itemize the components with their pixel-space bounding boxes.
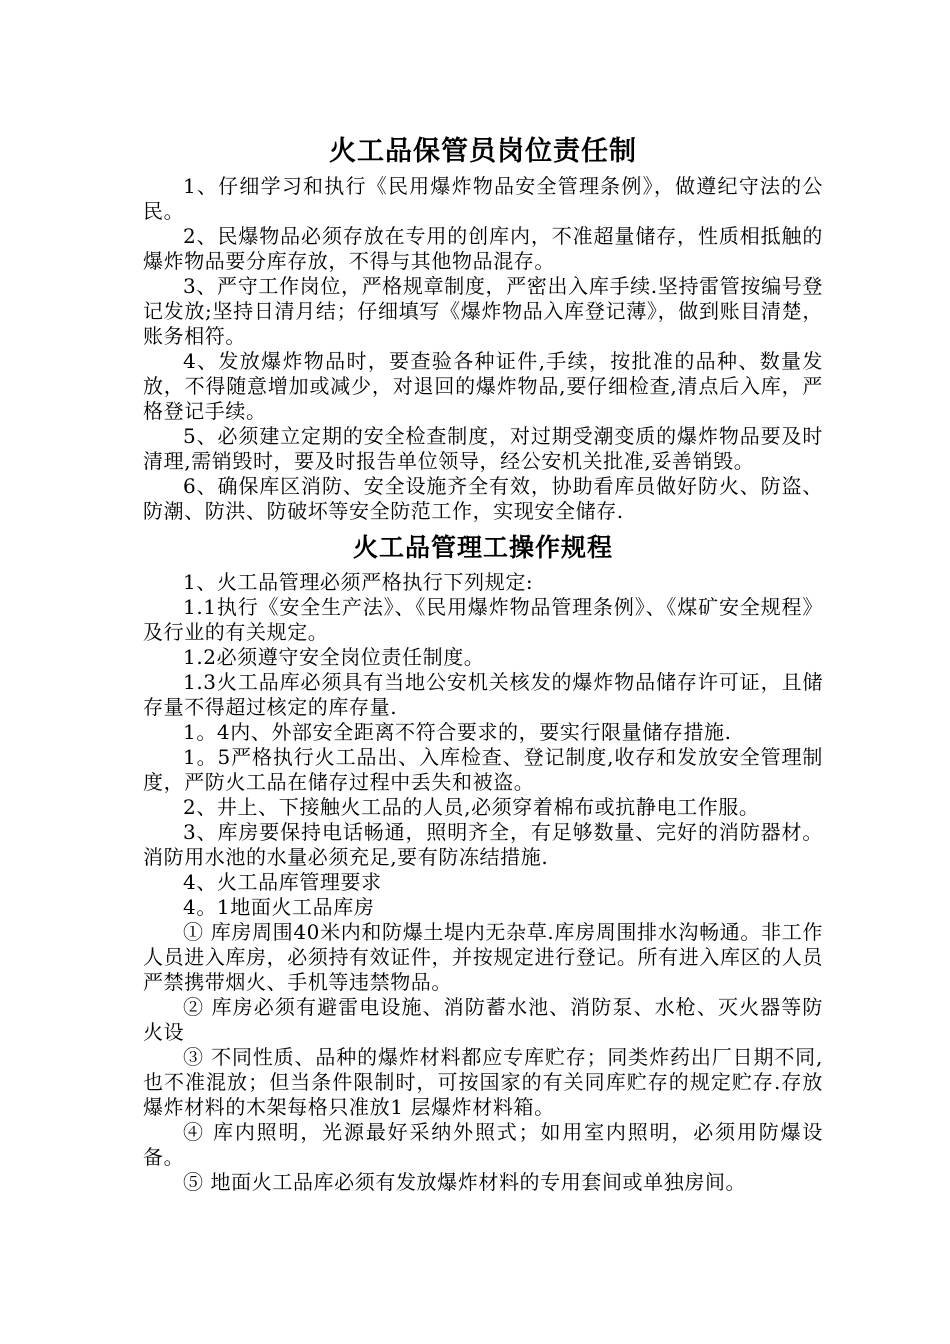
rule-item: ① 库房周围40米内和防爆土堤内无杂草.库房周围排水沟畅通。非工作人员进入库房，必须持有效证件，并按规定进行登记。所有进入库区的人员严禁携带烟火、手机等违禁物品。 — [143, 920, 823, 994]
rule-item: ③ 不同性质、品种的爆炸材料都应专库贮存；同类炸药出厂日期不同,也不准混放；但当条件限制时，可按国家的有关同库贮存的规定贮存.存放爆炸材料的木架每格只准放1 层爆炸材料箱。 — [143, 1045, 823, 1119]
duty-item-6: 6、确保库区消防、安全设施齐全有效，协助看库员做好防火、防盗、防潮、防洪、防破坏等安全防范工作，实现安全储存. — [143, 474, 823, 523]
duty-item-3: 3、严守工作岗位，严格规章制度，严密出入库手续.坚持雷管按编号登记发放;坚持日清月结；仔细填写《爆炸物品入库登记薄》，做到账目清楚，账务相符。 — [143, 274, 823, 348]
document-page — [143, 130, 823, 1195]
rule-item: 1.2必须遵守安全岗位责任制度。 — [183, 645, 485, 669]
rule-item: ⑤ 地面火工品库必须有发放爆炸材料的专用套间或单独房间。 — [183, 1170, 747, 1194]
document-title: 火工品保管员岗位责任制 — [329, 136, 637, 167]
rule-item: 4、火工品库管理要求 — [183, 870, 382, 894]
duties-list — [143, 174, 823, 524]
rule-item: 1.3火工品库必须具有当地公安机关核发的爆炸物品储存许可证，且储存量不得超过核定的库存量. — [143, 670, 823, 719]
section-title: 火工品管理工操作规程 — [352, 533, 613, 562]
rule-item: 1。5严格执行火工品出、入库检查、登记制度,收存和发放安全管理制度，严防火工品在储存过程中丢失和被盗。 — [143, 745, 823, 794]
rule-item: 1。4内、外部安全距离不符合要求的，要实行限量储存措施. — [183, 720, 732, 744]
duty-item-5: 5、必须建立定期的安全检查制度，对过期受潮变质的爆炸物品要及时清理,需销毁时，要及时报告单位领导，经公安机关批准,妥善销毁。 — [143, 424, 823, 473]
rule-item: 1、火工品管理必须严格执行下列规定: — [183, 570, 534, 594]
duty-item-1: 1、仔细学习和执行《民用爆炸物品安全管理条例》，做遵纪守法的公民。 — [143, 174, 823, 223]
rule-item: ② 库房必须有避雷电设施、消防蓄水池、消防泵、水枪、灭火器等防火设 — [143, 995, 823, 1044]
duty-item-2: 2、民爆物品必须存放在专用的创库内，不准超量储存，性质相抵触的爆炸物品要分库存放，不得与其他物品混存。 — [143, 224, 823, 273]
rule-item: 1.1执行《安全生产法》、《民用爆炸物品管理条例》、《煤矿安全规程》及行业的有关规定。 — [143, 595, 823, 644]
duty-item-4: 4、发放爆炸物品时，要查验各种证件,手续，按批准的品种、数量发放，不得随意增加或减少，对退回的爆炸物品,要仔细检查,清点后入库，严格登记手续。 — [143, 349, 823, 423]
rules-list — [143, 570, 823, 1195]
rule-item: 3、库房要保持电话畅通，照明齐全，有足够数量、完好的消防器材。消防用水池的水量必须充足,要有防冻结措施. — [143, 820, 823, 869]
rule-item: ④ 库内照明，光源最好采纳外照式；如用室内照明，必须用防爆设备。 — [143, 1120, 823, 1169]
rule-item: 4。1地面火工品库房 — [183, 895, 375, 919]
rule-item: 2、井上、下接触火工品的人员,必须穿着棉布或抗静电工作服。 — [183, 795, 760, 819]
